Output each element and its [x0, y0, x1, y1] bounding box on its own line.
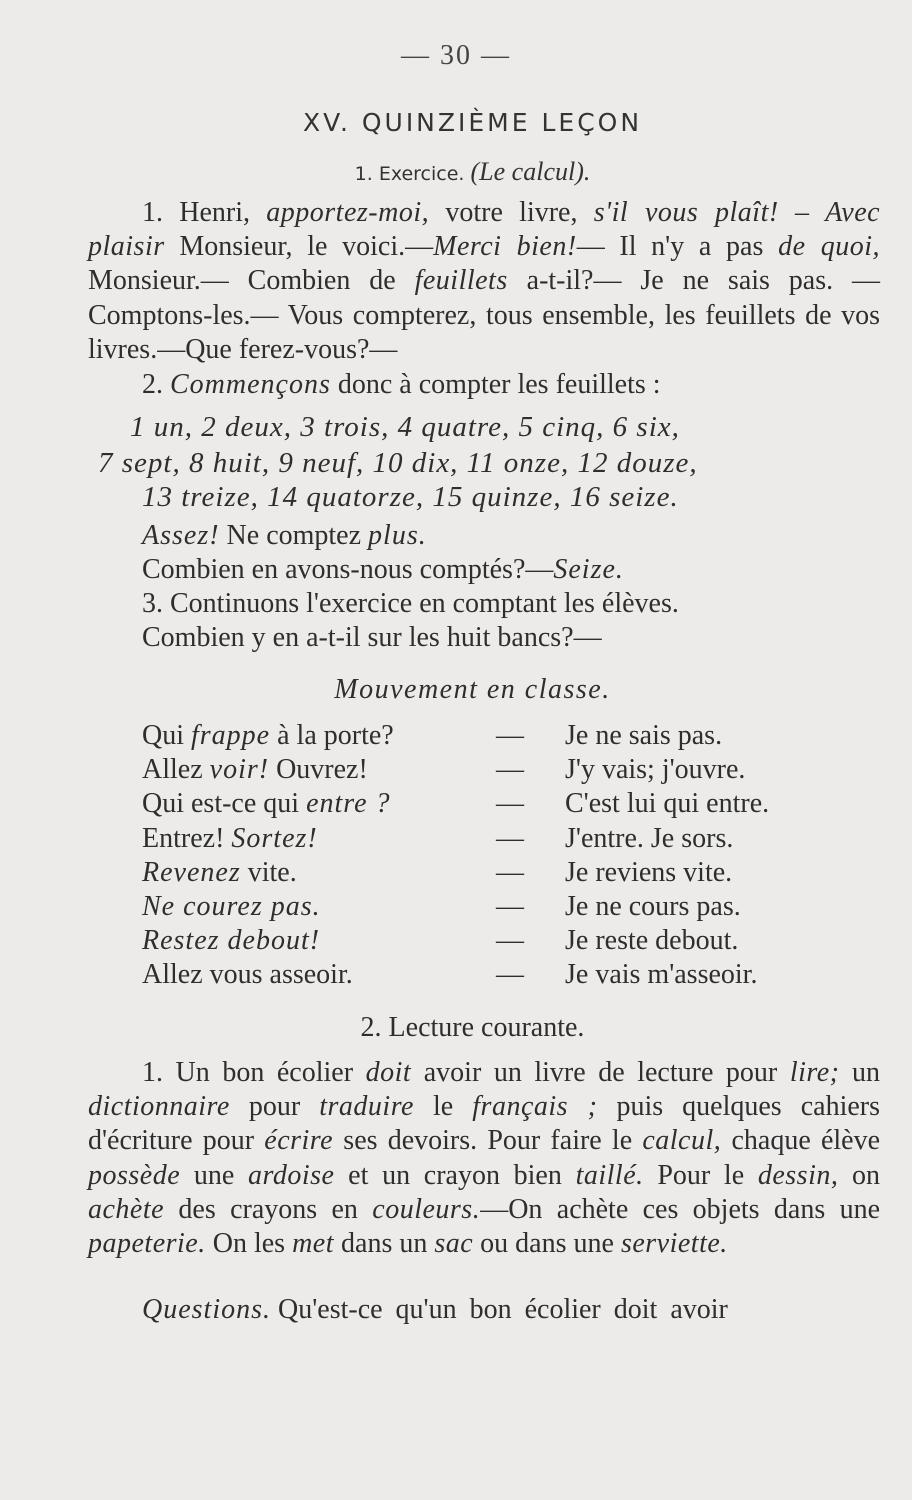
italic-run: taillé.: [575, 1159, 644, 1191]
italic-run: Merci bien!: [433, 231, 577, 263]
text-run: et un crayon bien: [348, 1159, 562, 1191]
text-run: le: [433, 1091, 454, 1123]
italic-run: lire;: [789, 1057, 840, 1088]
dialogue-dash: —: [496, 925, 524, 957]
section-exercise-heading: [0, 157, 912, 187]
section-label: Exercice.: [378, 163, 465, 185]
text-run: Allez vous asseoir.: [142, 959, 353, 991]
dialogue-dash: —: [496, 959, 524, 991]
dialogue-command: [142, 891, 321, 923]
text-run: Ne comptez: [226, 520, 362, 551]
italic-run: frappe: [191, 720, 271, 751]
text-run: chaque élève: [731, 1125, 881, 1157]
text-run: ses devoirs. Pour faire le: [343, 1125, 633, 1157]
dialogue-dash: —: [496, 754, 524, 786]
text-run: une: [193, 1159, 235, 1191]
number-line-1: 1 un, 2 deux, 3 trois, 4 quatre, 5 cinq, 6 six,: [130, 411, 680, 443]
italic-run: doit: [365, 1057, 412, 1088]
section-topic: (Le calcul).: [470, 157, 591, 186]
text-run: Monsieur.— Combien de: [88, 265, 396, 297]
text-run: Allez: [142, 754, 203, 786]
dialogue-answer: J'y vais; j'ouvre.: [565, 754, 746, 786]
section-number: 1.: [354, 163, 373, 185]
italic-run: entre ?: [306, 788, 391, 820]
italic-run: papeterie.: [88, 1228, 206, 1260]
text-run: donc à compter les feuillets :: [337, 369, 661, 400]
italic-run: dictionnaire: [88, 1091, 230, 1123]
page-number: — 30 —: [401, 40, 511, 71]
italic-run: Seize.: [553, 554, 624, 585]
number-line-2: 7 sept, 8 huit, 9 neuf, 10 dix, 11 onze, 12 douze,: [98, 447, 698, 479]
dialogue-dash: —: [496, 788, 524, 820]
dialogue-command: [142, 857, 297, 889]
text-run: Monsieur, le voici.—: [179, 231, 434, 263]
text-run: a-t-il?— Je ne sais pas. —Comptons-les.— Vous compterez, tous ensemble, les feuillets de vos livres.—Que ferez-vous?—: [88, 265, 881, 365]
dialogue-command: [142, 788, 391, 820]
dialogue-row: [0, 891, 912, 925]
text-run: ou dans une: [480, 1228, 614, 1260]
text-run: des crayons en: [178, 1193, 358, 1225]
italic-run: de quoi,: [778, 231, 880, 263]
lesson-title: XV. QUINZIÈME LEÇON: [302, 108, 643, 137]
text-run: avoir un livre de lecture pour: [423, 1057, 778, 1088]
italic-run: s'il vous plaît!: [593, 197, 779, 228]
exercise-paragraph-1: [88, 196, 880, 367]
dialogue-command: [142, 720, 394, 752]
section-reading-heading: 2. Lecture courante.: [360, 1012, 585, 1043]
italic-run: Ne courez pas.: [142, 891, 321, 922]
text-run: — Il n'y a pas: [576, 231, 764, 263]
item-3-line-1: 3. Continuons l'exercice en comptant les élèves.: [142, 588, 679, 619]
text-run: un: [852, 1057, 881, 1088]
dialogue-row: [0, 857, 912, 891]
dialogue-answer: Je reste debout.: [565, 925, 739, 957]
text-run: Combien en avons-nous comptés?—: [142, 554, 554, 585]
dialogue-command: [142, 959, 353, 991]
dialogue-row: [0, 788, 912, 822]
text-run: On les: [212, 1228, 286, 1260]
questions-line: [142, 1294, 880, 1326]
italic-run: Restez debout!: [142, 925, 321, 957]
italic-run: achète: [88, 1193, 165, 1225]
italic-run: dessin,: [757, 1159, 839, 1191]
dialogue-row: [0, 925, 912, 959]
dialogue-answer: Je ne sais pas.: [565, 720, 723, 751]
italic-run: feuillets: [414, 265, 508, 297]
dialogue-command: [142, 754, 368, 786]
italic-run: français ;: [472, 1091, 598, 1123]
text-run: 1. Henri,: [142, 197, 251, 228]
text-run: puis quelques cahiers d'écriture pour: [88, 1091, 880, 1157]
italic-run: couleurs.: [372, 1193, 481, 1225]
italic-run: Sortez!: [231, 822, 318, 854]
text-run: Ouvrez!: [276, 754, 368, 786]
mouvement-heading: Mouvement en classe.: [334, 674, 611, 705]
italic-run: Avec plaisir: [88, 197, 881, 263]
text-run: pour: [248, 1091, 301, 1123]
italic-run: Questions.: [142, 1294, 271, 1325]
italic-run: Commençons: [170, 369, 331, 400]
italic-run: Revenez: [142, 856, 241, 888]
reading-paragraph: [88, 1056, 880, 1261]
italic-run: apportez-moi,: [266, 197, 430, 228]
dialogue-command: [142, 823, 318, 855]
dialogue-answer: C'est lui qui entre.: [565, 788, 770, 820]
dialogue-dash: —: [496, 720, 524, 751]
text-run: on: [852, 1159, 881, 1191]
dialogue-row: [0, 823, 912, 857]
combien-line: [142, 554, 624, 586]
text-run: Entrez!: [142, 822, 225, 854]
dialogue-answer: Je reviens vite.: [565, 856, 733, 888]
dialogue-dash: —: [496, 822, 524, 854]
text-run: Pour le: [657, 1159, 745, 1191]
number-line-3: 13 treize, 14 quatorze, 15 quinze, 16 seize.: [142, 481, 679, 513]
text-run: votre livre,: [445, 197, 578, 228]
italic-run: Assez!: [142, 520, 220, 551]
dialogue-command: [142, 925, 320, 957]
dialogue-dash: —: [496, 856, 524, 888]
italic-run: possède: [88, 1159, 181, 1191]
text-run: —On achète ces objets dans une: [480, 1193, 881, 1225]
dialogue-answer: Je ne cours pas.: [565, 891, 741, 922]
italic-run: traduire: [319, 1091, 414, 1123]
text-run: vite.: [247, 856, 297, 888]
text-run: 1. Un bon écolier: [142, 1057, 354, 1088]
text-run: Qui est-ce qui: [142, 788, 300, 820]
dialogue-answer: Je vais m'asseoir.: [565, 959, 758, 991]
text-run: Qu'est-ce qu'un bon écolier doit avoir: [278, 1294, 728, 1325]
dialogue-row: [0, 720, 912, 754]
text-run: Qui: [142, 720, 184, 751]
item-number: 2.: [142, 369, 163, 400]
italic-run: sac: [434, 1228, 474, 1260]
item-3-line-2: Combien y en a-t-il sur les huit bancs?—: [142, 622, 602, 653]
text-run: –: [794, 197, 809, 228]
italic-run: écrire: [264, 1125, 334, 1157]
dialogue-row: [0, 754, 912, 788]
italic-run: voir!: [209, 754, 270, 786]
item-2-line: [142, 369, 661, 401]
text-run: à la porte?: [277, 720, 394, 751]
italic-run: met: [292, 1228, 335, 1260]
dialogue-dash: —: [496, 891, 524, 922]
italic-run: calcul,: [642, 1125, 722, 1157]
dialogue-answer: J'entre. Je sors.: [565, 822, 734, 854]
italic-run: plus.: [368, 520, 427, 551]
dialogue-row: [0, 959, 912, 993]
italic-run: ardoise: [248, 1159, 335, 1191]
assez-line: [142, 520, 427, 552]
text-run: dans un: [341, 1228, 428, 1260]
italic-run: serviette.: [620, 1228, 728, 1260]
